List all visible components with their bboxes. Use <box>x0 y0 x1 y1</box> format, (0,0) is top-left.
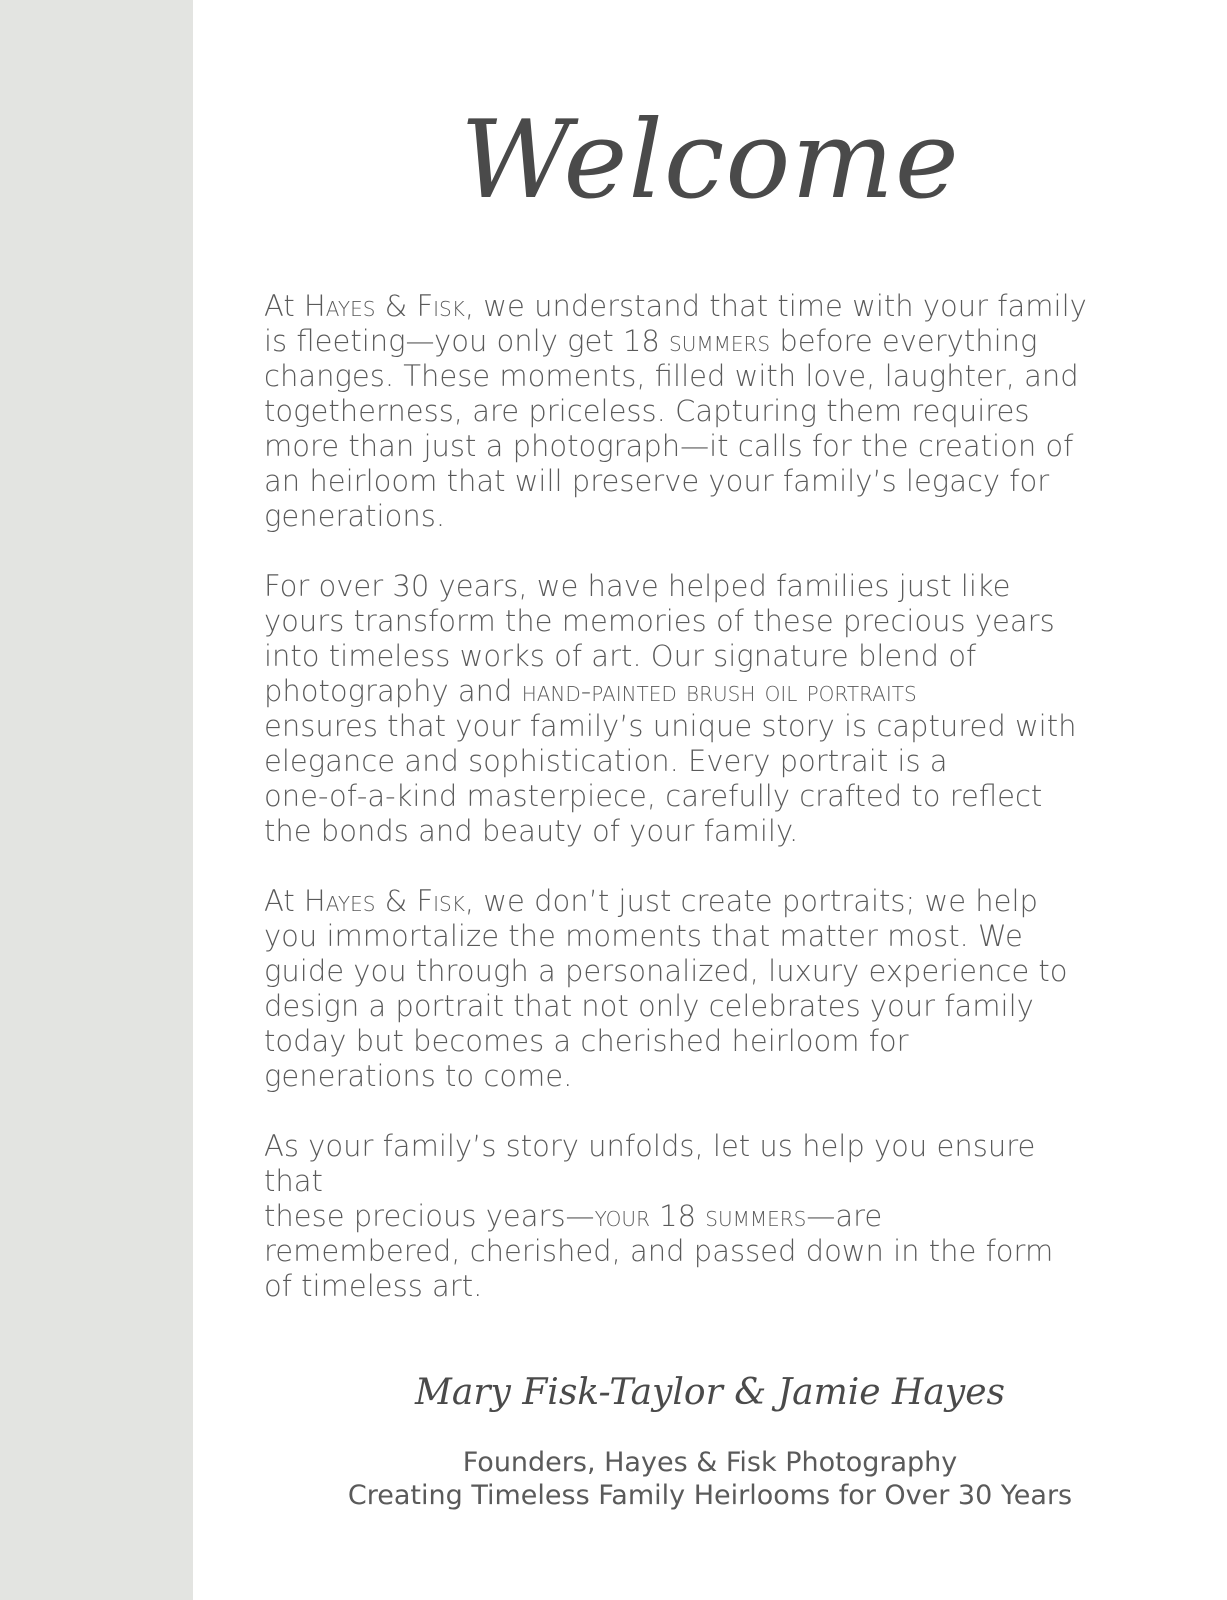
page-title: Welcome <box>460 98 960 223</box>
paragraph-4-text-b: —are remembered, cherished, and passed down in the form of timeless art. <box>264 1199 1054 1303</box>
side-strip <box>0 0 193 1600</box>
founders-block <box>193 1446 1227 1512</box>
paragraph-1 <box>264 289 1094 534</box>
paragraph-3-text-a: At <box>264 884 304 918</box>
paragraph-1-text-c: before everything changes. These moments, filled with love, laughter, and togetherness, are priceless. Capturing them requires more than just a photograph—it calls for the creation of an heirloom that will preserve your family’s legacy for generations. <box>264 324 1079 533</box>
tagline: Creating Timeless Family Heirlooms for Over 30 Years <box>347 1480 1073 1511</box>
paragraph-2-text-a: For over 30 years, we have helped families just like yours transform the memories of these precious years into timeless works of art. Our signature blend of photography and <box>264 569 1055 708</box>
signature: Mary Fisk-Taylor & Jamie Hayes <box>415 1372 1005 1413</box>
letter-body <box>264 289 1094 1339</box>
paragraph-1-text-b: , we understand that time with your family is fleeting—you only get <box>264 289 1087 358</box>
brand-name: Hayes & Fisk, <box>303 884 475 918</box>
letter-page <box>193 0 1227 1600</box>
paragraph-4 <box>264 1129 1094 1304</box>
brand-name: Hayes & Fisk <box>303 289 465 323</box>
summers-highlight: 18 summers <box>622 324 771 358</box>
hand-painted-highlight: hand-painted brush oil portraits <box>521 674 917 708</box>
paragraph-1-text-a: At <box>264 289 304 323</box>
paragraph-3 <box>264 884 1094 1094</box>
paragraph-2 <box>264 569 1094 849</box>
summers-highlight: your 18 summers <box>594 1199 807 1233</box>
paragraph-3-text-b: we don’t just create portraits; we help you immortalize the moments that matter most. We guide you through a personalized, luxury experience to design a portrait that not only celebrates your family today but becomes a cherished heirloom for generations to come. <box>264 884 1068 1093</box>
founders-line: Founders, Hayes & Fisk Photography <box>462 1447 958 1478</box>
paragraph-4-text-a: As your family’s story unfolds, let us help you ensure that these precious years— <box>264 1129 1036 1233</box>
paragraph-2-text-b: ensures that your family’s unique story is captured with elegance and sophistication. Every portrait is a one-of-a-kind masterpiece, carefully crafted to reflect the bonds and beauty of your family. <box>264 709 1077 848</box>
